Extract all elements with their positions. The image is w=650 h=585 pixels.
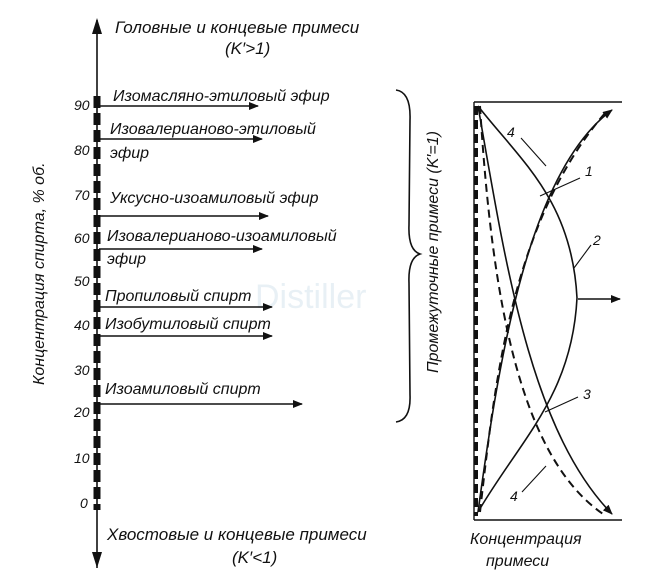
impurity-label: Изовалерианово-изоамиловый	[107, 228, 337, 245]
x-axis-label-line2: примеси	[486, 553, 550, 570]
y-axis-label: Концентрация спирта, % об.	[31, 162, 48, 385]
impurity-list	[99, 88, 337, 404]
impurity-label: Изомасляно-этиловый эфир	[113, 88, 330, 105]
tick-70: 70	[74, 187, 90, 203]
curve-label-4-bottom: 4	[510, 488, 518, 504]
tick-90: 90	[74, 97, 90, 113]
bottom-label-line1: Хвостовые и концевые примеси	[107, 525, 367, 544]
concentration-plot	[474, 102, 622, 520]
impurity-item	[99, 228, 337, 268]
main-axis	[92, 18, 102, 568]
x-axis-label-line1: Концентрация	[470, 531, 582, 548]
impurity-label: Уксусно-изоамиловый эфир	[110, 190, 319, 207]
impurity-label: Изоамиловый спирт	[105, 381, 261, 398]
impurity-label-cont: эфир	[107, 251, 147, 268]
impurity-item	[99, 288, 272, 307]
bottom-label-line2: (K′<1)	[232, 548, 278, 567]
tick-20: 20	[74, 404, 90, 420]
tick-60: 60	[74, 230, 90, 246]
curve-label-1: 1	[585, 163, 593, 179]
watermark-text: Distiller	[255, 278, 367, 316]
impurity-label-cont: эфир	[110, 145, 150, 162]
axis-arrow-up-icon	[92, 18, 102, 34]
impurity-label: Изовалерианово-этиловый	[110, 121, 316, 138]
tick-labels	[73, 97, 90, 511]
tick-0: 0	[80, 495, 88, 511]
impurity-label: Пропиловый спирт	[105, 288, 252, 305]
tick-50: 50	[74, 273, 90, 289]
axis-arrow-down-icon	[92, 552, 102, 568]
tick-30: 30	[74, 362, 90, 378]
tick-40: 40	[74, 317, 90, 333]
curve-label-3: 3	[583, 386, 591, 402]
impurity-item	[99, 121, 316, 162]
middle-label: Промежуточные примеси (K′=1)	[425, 131, 442, 373]
leader-line	[574, 245, 591, 268]
curve-label-4-top: 4	[507, 124, 515, 140]
tick-10: 10	[74, 450, 90, 466]
impurity-item	[99, 190, 319, 216]
impurity-item	[99, 316, 272, 336]
top-label-line2: (K′>1)	[225, 39, 271, 58]
impurity-item	[99, 381, 302, 404]
leader-line	[522, 466, 546, 492]
top-label-line1: Головные и концевые примеси	[115, 18, 360, 37]
impurity-label: Изобутиловый спирт	[105, 316, 271, 333]
curve-2	[478, 106, 577, 512]
impurity-item	[99, 88, 330, 106]
tick-80: 80	[74, 142, 90, 158]
curly-brace	[396, 90, 420, 422]
curve-label-2: 2	[593, 232, 601, 248]
